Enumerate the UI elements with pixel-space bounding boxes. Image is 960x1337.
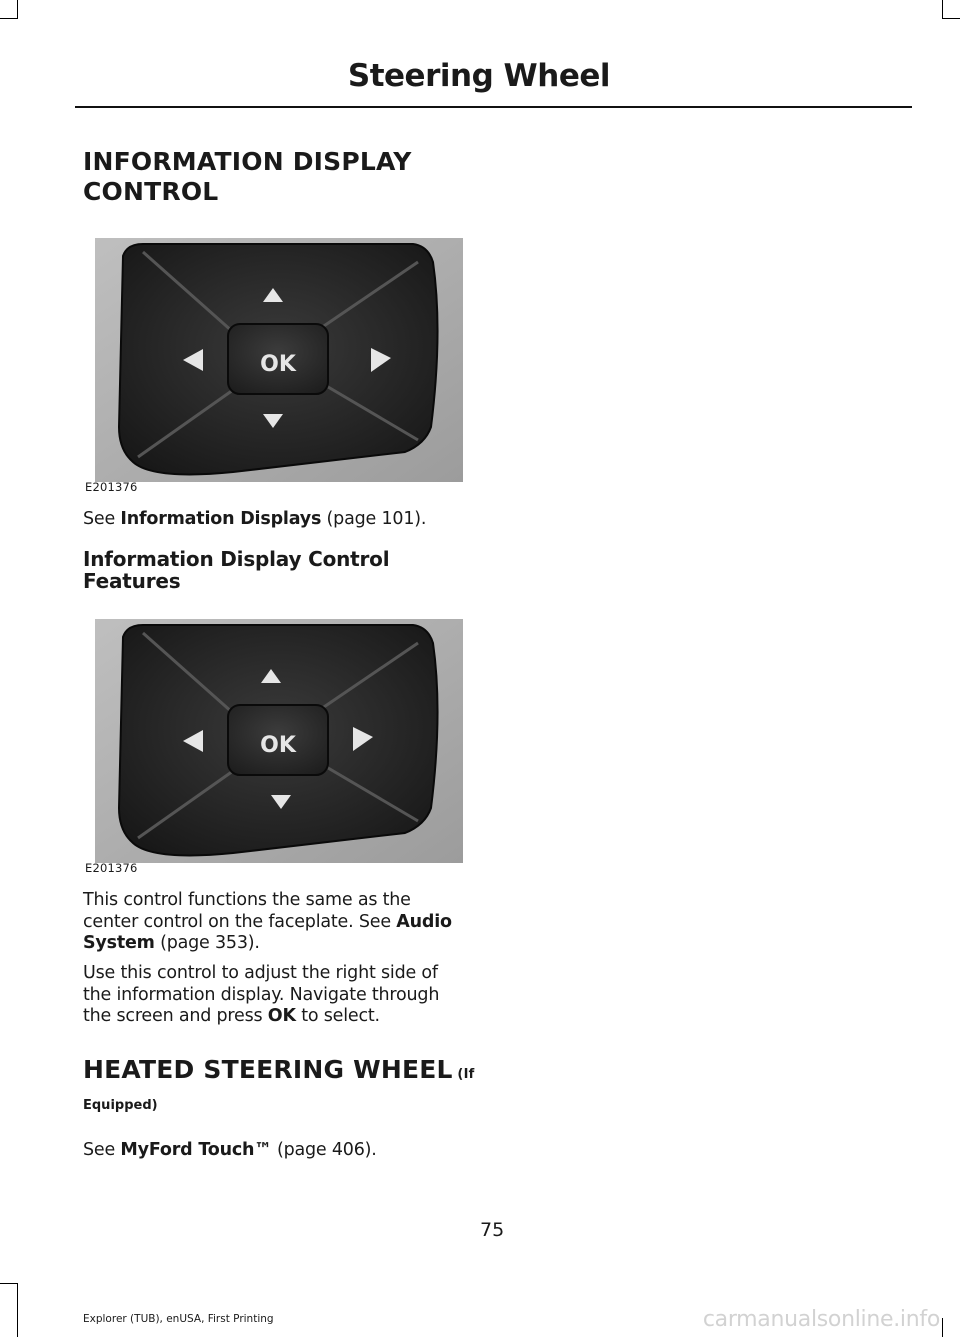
section-information-display-control — [83, 147, 478, 207]
edition-footer: Explorer (TUB), enUSA, First Printing — [83, 1313, 274, 1325]
figure-code: E201376 — [85, 861, 138, 875]
crop-mark — [0, 1283, 18, 1284]
subsection-control-features — [83, 548, 478, 592]
crop-mark — [942, 18, 960, 19]
ok-term: OK — [267, 1006, 296, 1026]
steering-control-illustration-2 — [83, 603, 483, 875]
ok-label: OK — [260, 352, 296, 377]
page-number: 75 — [480, 1219, 505, 1241]
section-heading: HEATED STEERING WHEEL (If — [83, 1055, 475, 1084]
section-heading: INFORMATION DISPLAY CONTROL — [83, 147, 412, 206]
header-divider — [75, 106, 912, 108]
steering-control-svg-2 — [83, 603, 483, 871]
page-header-title: Steering Wheel — [347, 58, 610, 94]
audio-system-link[interactable]: Audio — [396, 911, 452, 932]
section-heated-steering-wheel — [83, 1055, 478, 1113]
audio-system-link-cont[interactable]: System — [83, 933, 155, 953]
paragraph-navigate: Use this control to adjust the right side of the information display. Navigate through the screen and press OK to select. — [83, 963, 440, 1026]
crop-mark — [17, 0, 18, 18]
crop-mark — [17, 1283, 18, 1337]
heading-note: Equipped) — [83, 1098, 158, 1113]
crop-mark — [942, 1318, 943, 1337]
steering-control-illustration — [83, 222, 483, 494]
watermark: carmanualsonline.info — [702, 1307, 940, 1332]
see-information-displays: See Information Displays (page 101). — [83, 509, 427, 529]
see-myford-touch: See MyFord Touch™ (page 406). — [83, 1140, 377, 1160]
crop-mark — [942, 0, 943, 18]
steering-control-svg — [83, 222, 483, 490]
crop-mark — [0, 18, 18, 19]
subsection-heading: Information Display Control Features — [83, 547, 390, 593]
paragraph-faceplate: This control functions the same as the center control on the faceplate. See Audio System (page 353). — [83, 890, 452, 953]
myford-touch-link[interactable]: MyFord Touch™ — [120, 1140, 272, 1160]
figure-code: E201376 — [85, 480, 138, 494]
ok-label: OK — [260, 733, 296, 758]
information-displays-link[interactable]: Information Displays — [120, 509, 322, 529]
